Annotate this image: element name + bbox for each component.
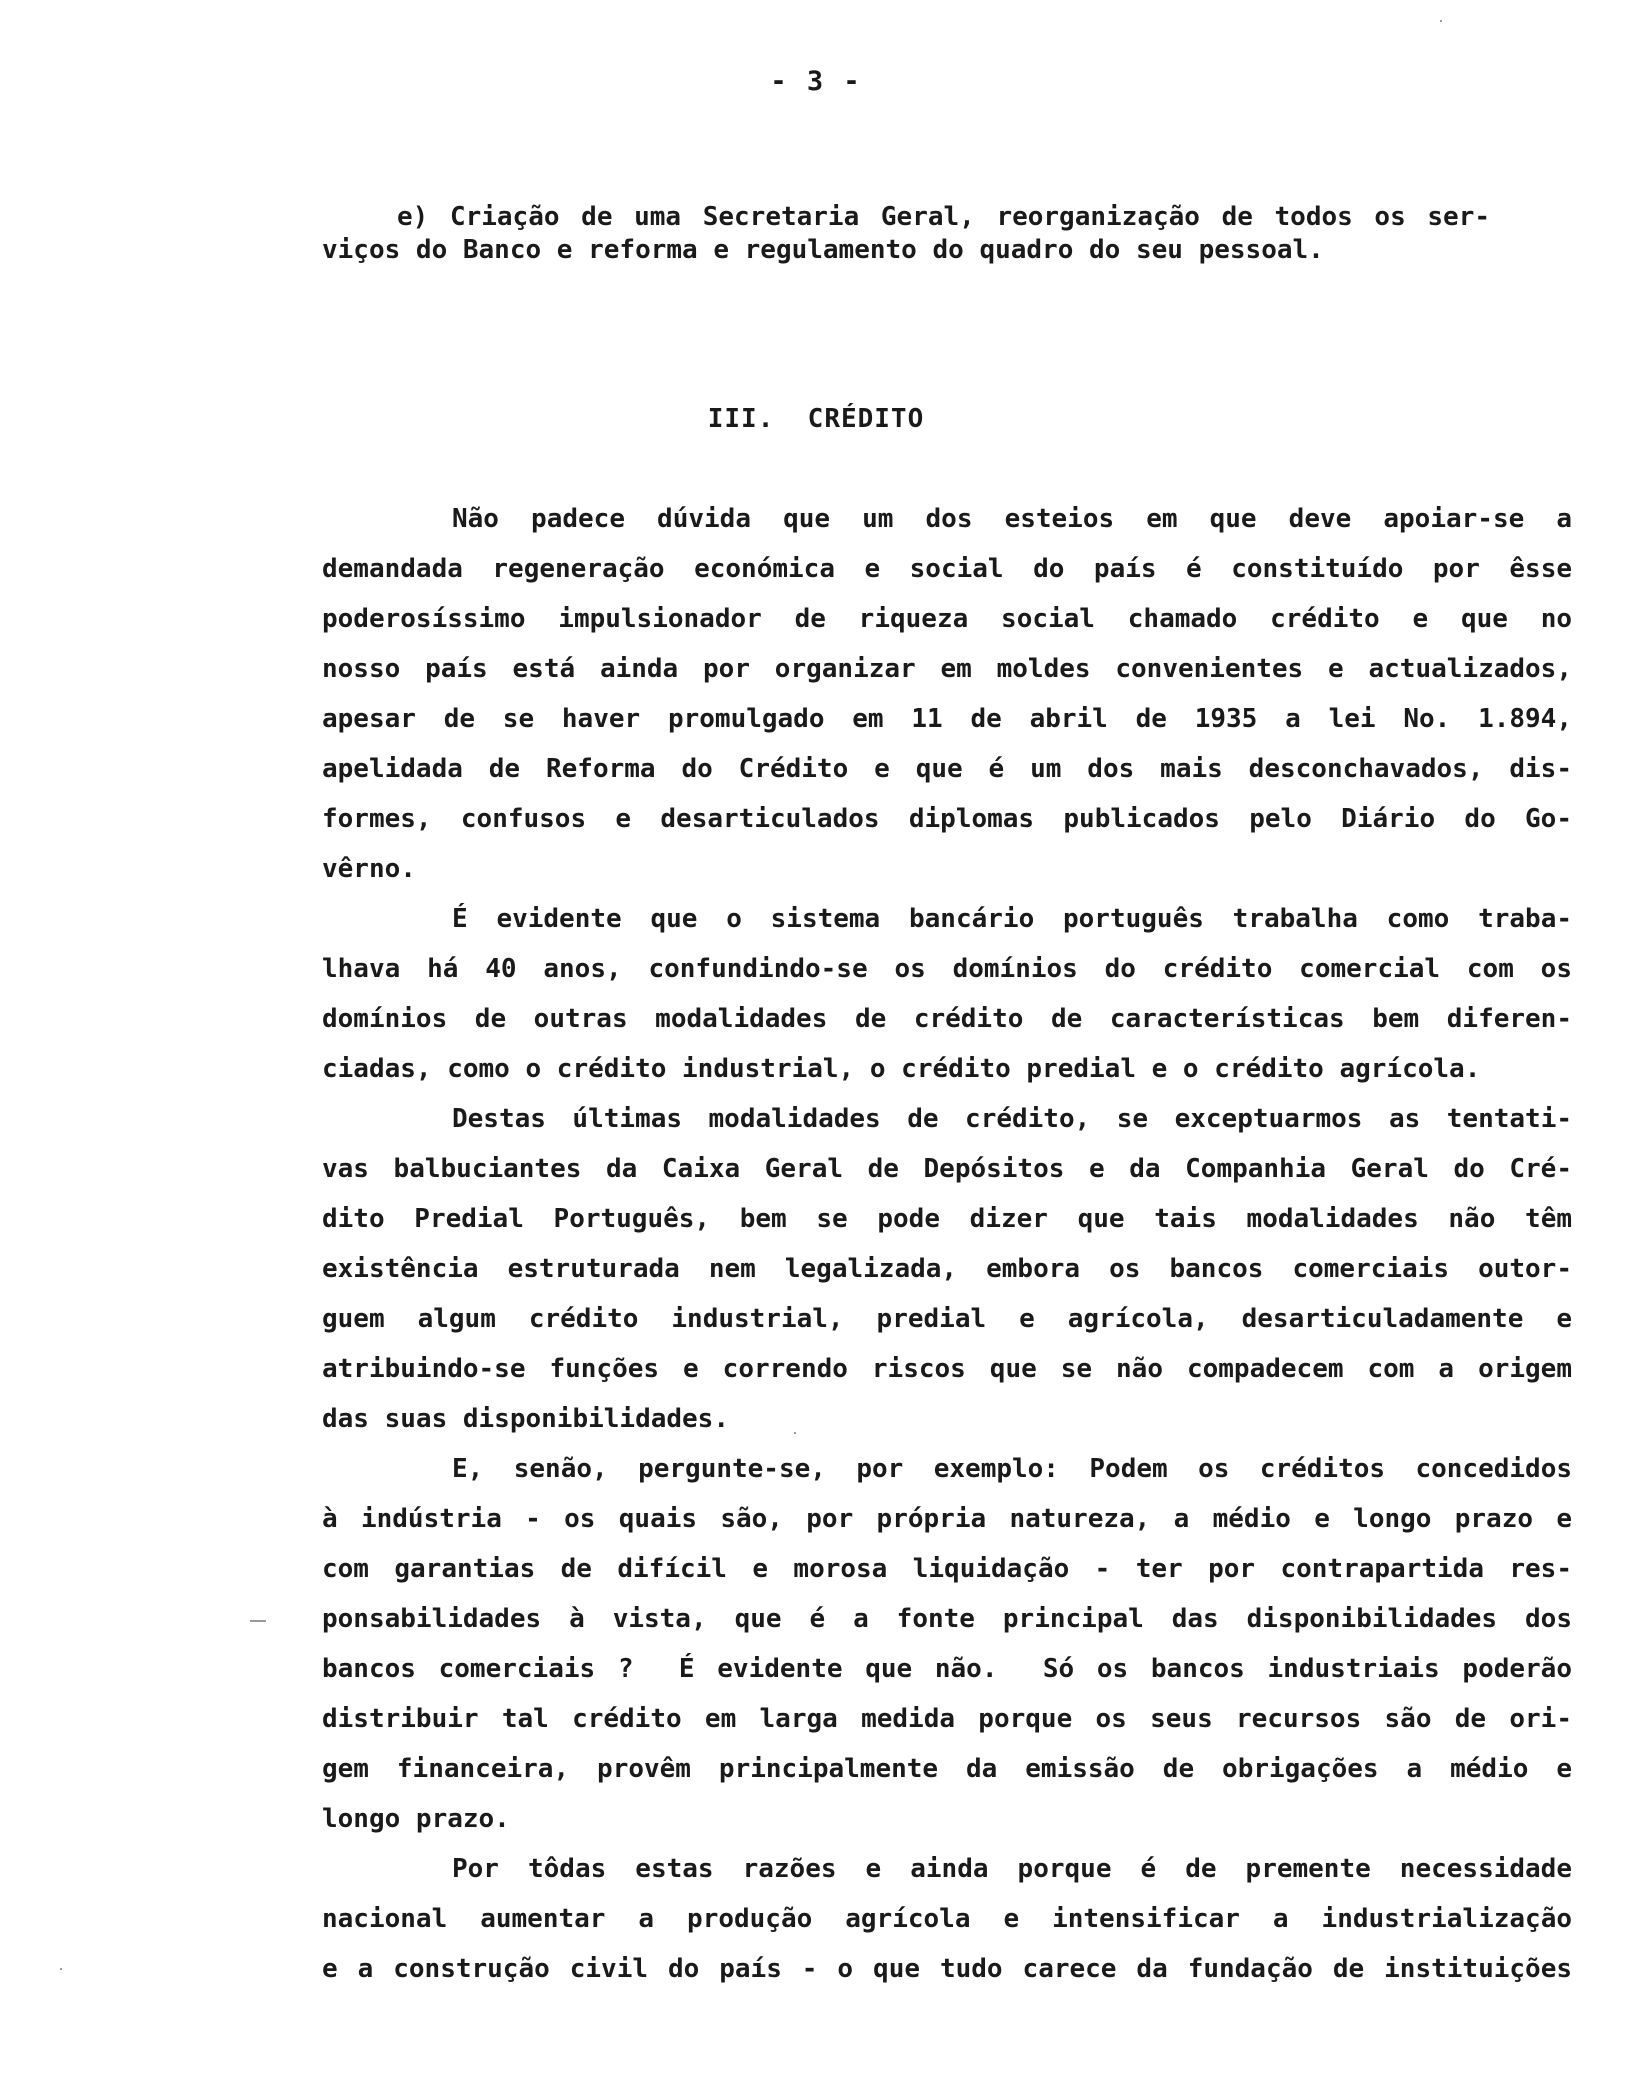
body-line: longo prazo. bbox=[322, 1804, 510, 1834]
section-heading: III. CRÉDITO bbox=[707, 404, 925, 434]
body-line: guem algum crédito industrial, predial e agrícola, desarticuladamente e bbox=[322, 1304, 1572, 1334]
page-number: - 3 - bbox=[770, 66, 862, 97]
scan-mark bbox=[794, 1432, 796, 1434]
body-line: dito Predial Português, bem se pode dizer que tais modalidades não têm bbox=[322, 1204, 1572, 1234]
body-line: distribuir tal crédito em larga medida porque os seus recursos são de ori- bbox=[322, 1704, 1572, 1734]
item-e-line: viços do Banco e reforma e regulamento do quadro do seu pessoal. bbox=[322, 235, 1324, 265]
body-line: bancos comerciais ? É evidente que não. Só os bancos industriais poderão bbox=[322, 1654, 1572, 1684]
scan-mark bbox=[60, 1968, 62, 1970]
scan-mark bbox=[250, 1620, 266, 1622]
item-e-line: e) Criação de uma Secretaria Geral, reorganização de todos os ser- bbox=[397, 202, 1490, 232]
body-line: nacional aumentar a produção agrícola e intensificar a industrialização bbox=[322, 1904, 1572, 1934]
body-line: Não padece dúvida que um dos esteios em que deve apoiar-se a bbox=[452, 504, 1572, 534]
body-line: com garantias de difícil e morosa liquidação - ter por contrapartida res- bbox=[322, 1554, 1572, 1584]
body-line: Por tôdas estas razões e ainda porque é de premente necessidade bbox=[452, 1854, 1572, 1884]
body-line: apesar de se haver promulgado em 11 de abril de 1935 a lei No. 1.894, bbox=[322, 704, 1572, 734]
scan-mark bbox=[1440, 20, 1442, 22]
body-line: gem financeira, provêm principalmente da emissão de obrigações a médio e bbox=[322, 1754, 1572, 1784]
body-line: atribuindo-se funções e correndo riscos que se não compadecem com a origem bbox=[322, 1354, 1572, 1384]
body-line: das suas disponibilidades. bbox=[322, 1404, 729, 1434]
body-line: vêrno. bbox=[322, 854, 416, 884]
body-line: domínios de outras modalidades de crédito de características bem diferen- bbox=[322, 1004, 1572, 1034]
body-line: à indústria - os quais são, por própria natureza, a médio e longo prazo e bbox=[322, 1504, 1572, 1534]
body-line: e a construção civil do país - o que tudo carece da fundação de instituições bbox=[322, 1954, 1572, 1984]
body-line: apelidada de Reforma do Crédito e que é um dos mais desconchavados, dis- bbox=[322, 754, 1572, 784]
body-line: E, senão, pergunte-se, por exemplo: Podem os créditos concedidos bbox=[452, 1454, 1572, 1484]
body-line: É evidente que o sistema bancário português trabalha como traba- bbox=[452, 904, 1572, 934]
body-line: lhava há 40 anos, confundindo-se os domínios do crédito comercial com os bbox=[322, 954, 1572, 984]
body-line: existência estruturada nem legalizada, embora os bancos comerciais outor- bbox=[322, 1254, 1572, 1284]
body-line: nosso país está ainda por organizar em moldes convenientes e actualizados, bbox=[322, 654, 1572, 684]
body-line: vas balbuciantes da Caixa Geral de Depósitos e da Companhia Geral do Cré- bbox=[322, 1154, 1572, 1184]
body-line: poderosíssimo impulsionador de riqueza social chamado crédito e que no bbox=[322, 604, 1572, 634]
body-line: formes, confusos e desarticulados diplomas publicados pelo Diário do Go- bbox=[322, 804, 1572, 834]
body-line: demandada regeneração económica e social do país é constituído por êsse bbox=[322, 554, 1572, 584]
body-line: ciadas, como o crédito industrial, o crédito predial e o crédito agrícola. bbox=[322, 1054, 1481, 1084]
body-line: ponsabilidades à vista, que é a fonte principal das disponibilidades dos bbox=[322, 1604, 1572, 1634]
body-line: Destas últimas modalidades de crédito, se exceptuarmos as tentati- bbox=[452, 1104, 1572, 1134]
